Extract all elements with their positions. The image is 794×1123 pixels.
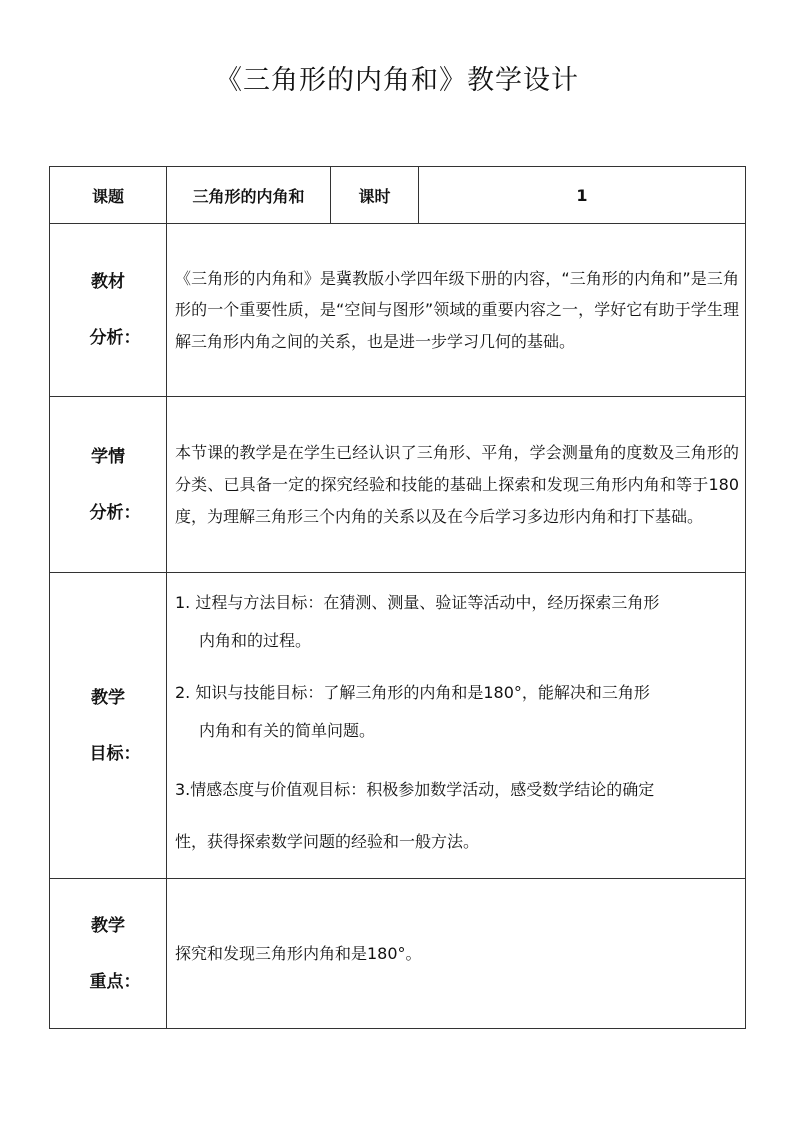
objectives-label-line1: 教学 bbox=[91, 687, 125, 708]
students-label-line2: 分析： bbox=[89, 502, 141, 523]
topic-label: 课题 bbox=[50, 167, 167, 224]
objectives-text bbox=[167, 573, 746, 879]
objective-1-line1: 1. 过程与方法目标：在猜测、测量、验证等活动中，经历探索三角形 bbox=[175, 592, 660, 612]
topic-value: 三角形的内角和 bbox=[167, 167, 331, 224]
students-text: 本节课的教学是在学生已经认识了三角形、平角，学会测量角的度数及三角形的分类、已具备一定的探究经验和技能的基础上探索和发现三角形内角和等于180度，为理解三角形三个内角的关系以及在今后学习多边形内角和打下基础。 bbox=[167, 397, 746, 573]
material-label-line1: 教材 bbox=[91, 272, 125, 292]
material-label bbox=[50, 224, 167, 397]
objectives-label-line2: 目标： bbox=[89, 743, 141, 764]
hours-label: 课时 bbox=[331, 167, 419, 224]
objective-2-line1: 2. 知识与技能目标：了解三角形的内角和是180°，能解决和三角形 bbox=[175, 682, 650, 702]
students-label-line1: 学情 bbox=[91, 446, 125, 467]
keypoint-row bbox=[50, 879, 746, 1029]
material-row bbox=[50, 224, 746, 397]
objective-3-line1: 3.情感态度与价值观目标：积极参加数学活动，感受数学结论的确定 bbox=[175, 779, 655, 799]
objectives-label bbox=[50, 573, 167, 879]
hours-value: 1 bbox=[419, 167, 746, 224]
students-row bbox=[50, 397, 746, 573]
keypoint-label-line2: 重点： bbox=[89, 971, 141, 992]
objectives-row bbox=[50, 573, 746, 879]
header-row bbox=[50, 167, 746, 224]
document-title: 《三角形的内角和》教学设计 bbox=[215, 65, 579, 96]
objective-3-line2: 性，获得探索数学问题的经验和一般方法。 bbox=[175, 831, 480, 851]
lesson-plan-table bbox=[49, 166, 746, 1029]
objective-1-line2: 内角和的过程。 bbox=[199, 630, 312, 650]
material-text: 《三角形的内角和》是冀教版小学四年级下册的内容，“三角形的内角和”是三角形的一个重要性质，是“空间与图形”领域的重要内容之一，学好它有助于学生理解三角形内角之间的关系，也是进一步学习几何的基础。 bbox=[167, 224, 746, 397]
material-label-line2: 分析： bbox=[89, 328, 141, 348]
keypoint-label bbox=[50, 879, 167, 1029]
keypoint-text: 探究和发现三角形内角和是180°。 bbox=[167, 879, 746, 1029]
objective-2-line2: 内角和有关的简单问题。 bbox=[199, 720, 376, 740]
keypoint-label-line1: 教学 bbox=[91, 915, 125, 936]
students-label bbox=[50, 397, 167, 573]
